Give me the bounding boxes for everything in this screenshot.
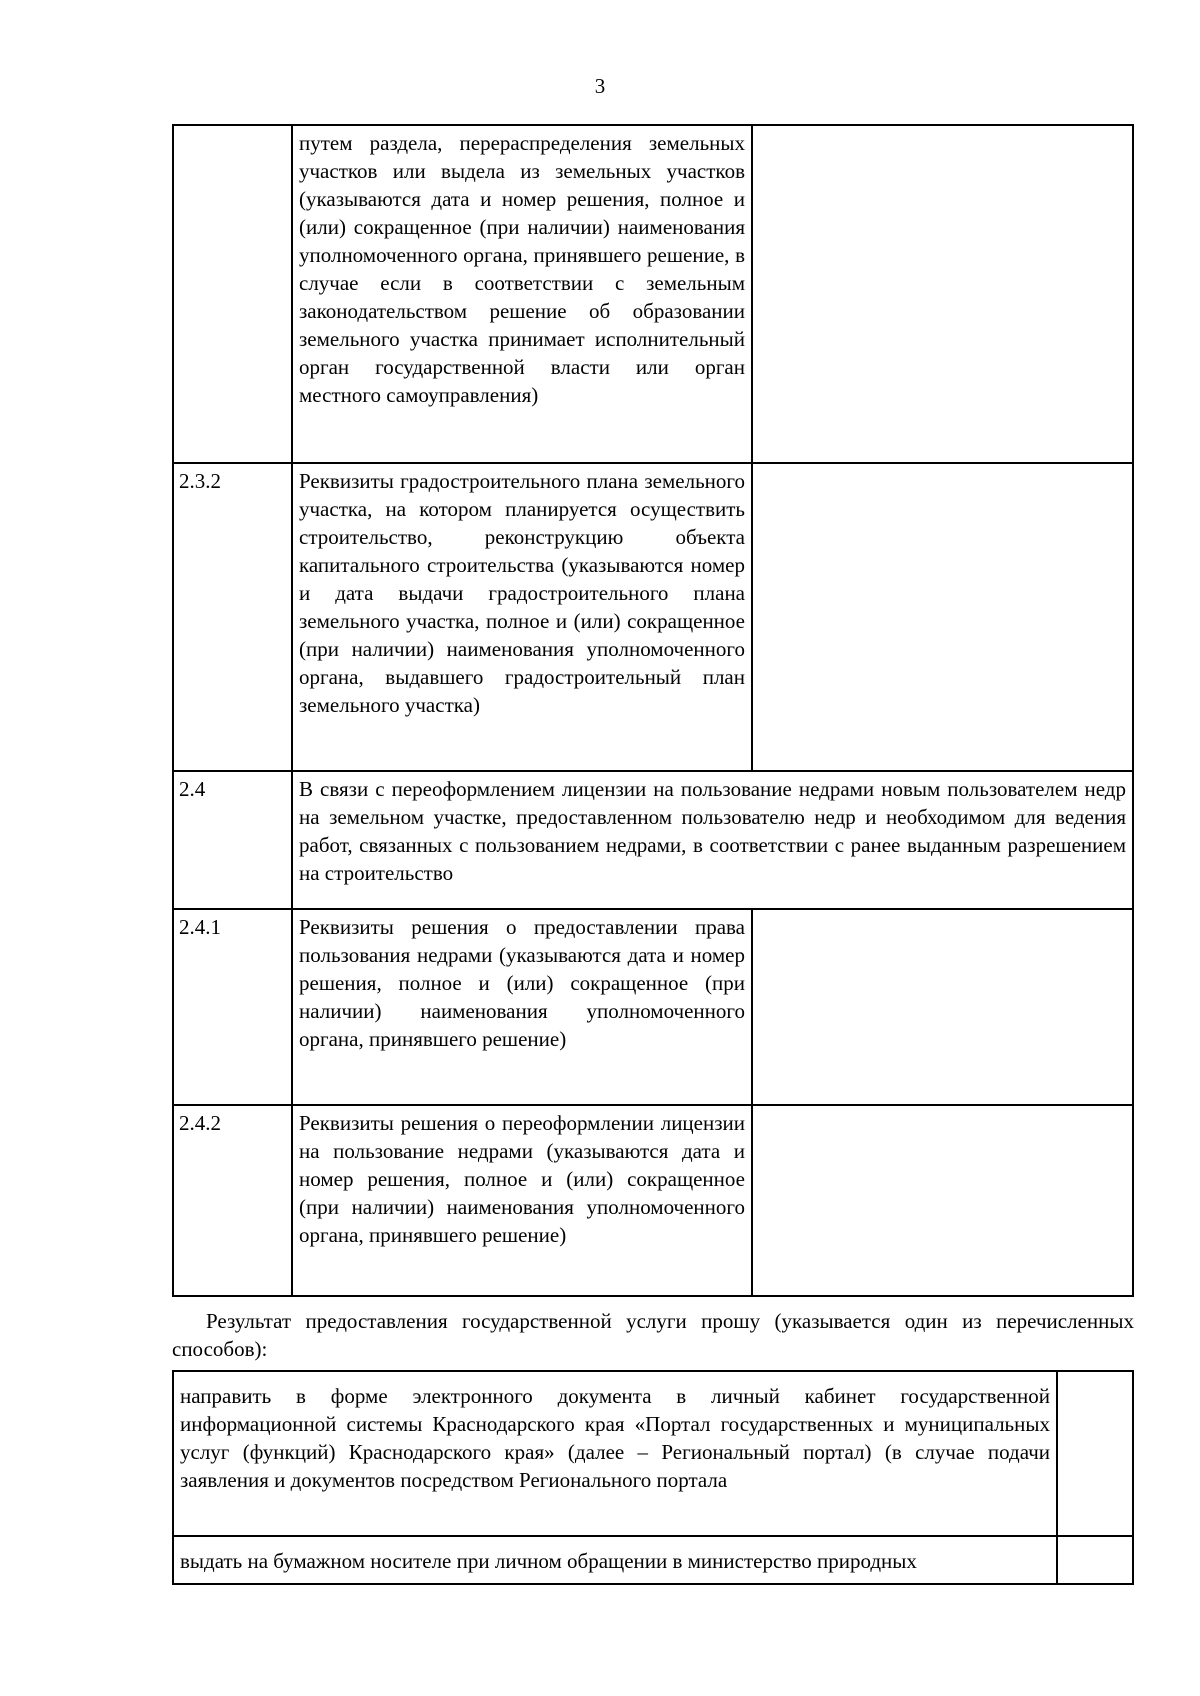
row-number <box>173 125 292 463</box>
row-number: 2.4.1 <box>173 909 292 1105</box>
row-value-cell[interactable] <box>752 125 1133 463</box>
row-description: путем раздела, перераспределения земельных участков или выдела из земельных участков (указываются дата и номер решения, полное и (или) сокращенное (при наличии) наименования уполномоченного органа, принявшего решение, в случае если в соответствии с земельным законодательством решение об образовании земельного участка принимает исполнительный орган государственной власти или орган местного самоуправления) <box>292 125 752 463</box>
application-details-table <box>172 124 1134 1297</box>
result-method-options-table <box>172 1370 1134 1585</box>
row-description: Реквизиты решения о переоформлении лицензии на пользование недрами (указываются дата и номер решения, полное и (или) сокращенное (при наличии) наименования уполномоченного органа, принявшего решение) <box>292 1105 752 1296</box>
row-description: Реквизиты решения о предоставлении права пользования недрами (указываются дата и номер решения, полное и (или) сокращенное (при наличии) наименования уполномоченного органа, принявшего решение) <box>292 909 752 1105</box>
option-text: выдать на бумажном носителе при личном обращении в министерство природных <box>173 1536 1057 1584</box>
option-text: направить в форме электронного документа в личный кабинет государственной информационной системы Краснодарского края «Портал государственных и муниципальных услуг (функций) Краснодарского края» (далее – Региональный портал) (в случае подачи заявления и документов посредством Регионального портала <box>173 1371 1057 1536</box>
option-checkbox-cell[interactable] <box>1057 1371 1133 1536</box>
table-row <box>173 909 1133 1105</box>
page-number: 3 <box>594 74 606 98</box>
table-row <box>173 1105 1133 1296</box>
row-value-cell[interactable] <box>752 1105 1133 1296</box>
option-checkbox-cell[interactable] <box>1057 1536 1133 1584</box>
table-row <box>173 771 1133 909</box>
table-row <box>173 463 1133 771</box>
row-number: 2.4 <box>173 771 292 909</box>
row-number: 2.4.2 <box>173 1105 292 1296</box>
option-row <box>173 1371 1133 1536</box>
row-number: 2.3.2 <box>173 463 292 771</box>
result-method-intro: Результат предоставления государственной услуги прошу (указывается один из перечисленных способов): <box>172 1309 1134 1361</box>
row-value-cell[interactable] <box>752 463 1133 771</box>
table-row <box>173 125 1133 463</box>
option-row <box>173 1536 1133 1584</box>
section-heading: В связи с переоформлением лицензии на пользование недрами новым пользователем недр на земельном участке, предоставленном пользователю недр и необходимом для ведения работ, связанных с пользованием недрами, в соответствии с ранее выданным разрешением на строительство <box>292 771 1133 909</box>
row-description: Реквизиты градостроительного плана земельного участка, на котором планируется осуществить строительство, реконструкцию объекта капитального строительства (указываются номер и дата выдачи градостроительного плана земельного участка, полное и (или) сокращенное (при наличии) наименования уполномоченного органа, выдавшего градостроительный план земельного участка) <box>292 463 752 771</box>
row-value-cell[interactable] <box>752 909 1133 1105</box>
